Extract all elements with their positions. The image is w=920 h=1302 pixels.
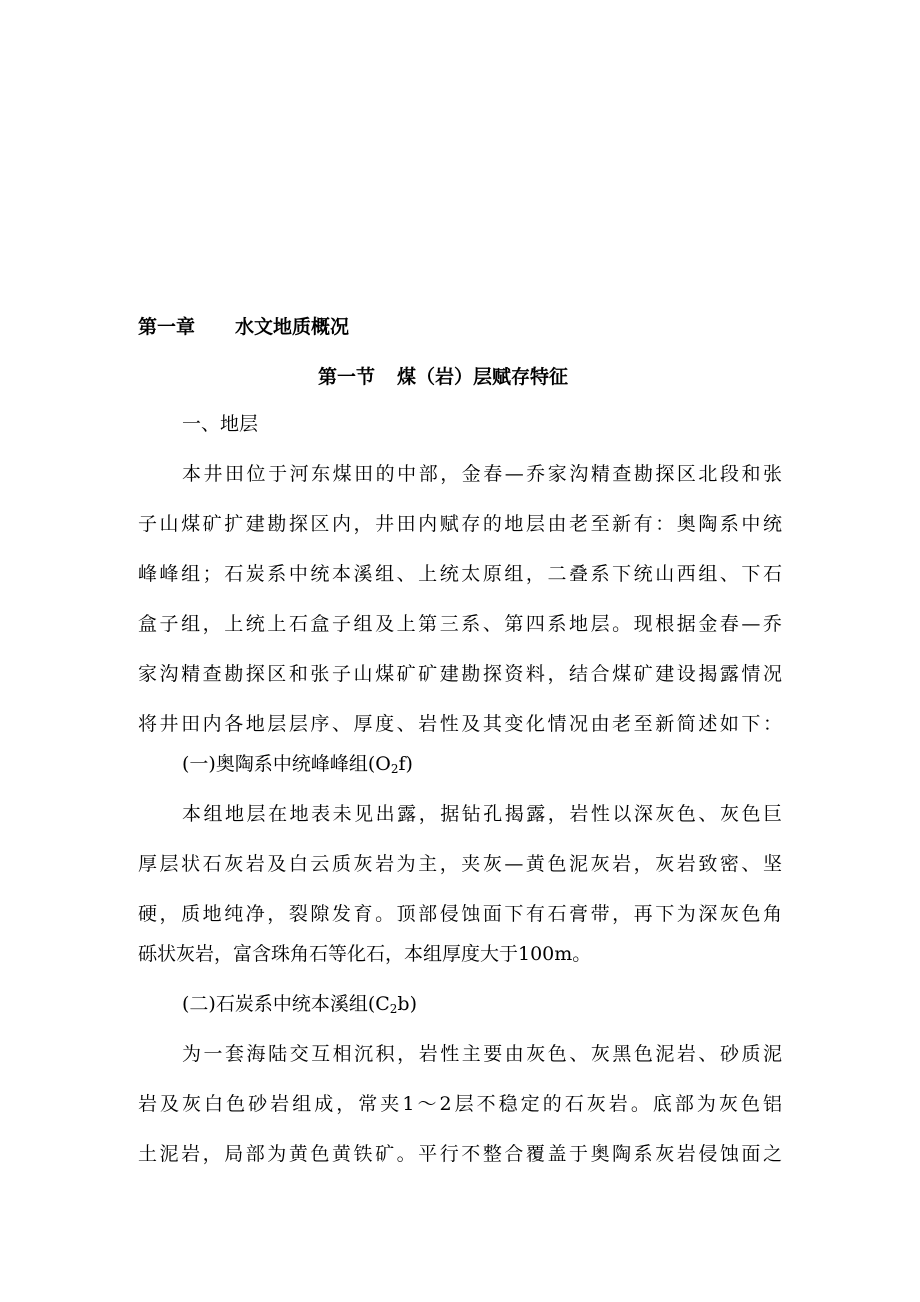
- para1-line: 将井田内各地层层序、厚度、岩性及其变化情况由老至新简述如下：: [138, 713, 782, 735]
- section-number: 第一节: [318, 366, 376, 388]
- subheading-benxi: [182, 992, 782, 1016]
- para3-line: 土泥岩，局部为黄色黄铁矿。平行不整合覆盖于奥陶系灰岩侵蚀面之: [138, 1143, 782, 1165]
- para1-line: 峰峰组；石炭系中统本溪组、上统太原组，二叠系下统山西组、下石: [138, 563, 782, 585]
- subheading-label: (二)石炭系中统本溪组(C: [182, 993, 390, 1015]
- chapter-number: 第一章: [138, 316, 196, 338]
- chapter-title: 水文地质概况: [235, 316, 350, 338]
- para3-line: 岩及灰白色砂岩组成，常夹1～2层不稳定的石灰岩。底部为灰色铝: [138, 1093, 782, 1115]
- heading-strata: 一、地层: [182, 413, 259, 435]
- section-title: 煤（岩）层赋存特征: [397, 366, 569, 388]
- section-heading: [318, 362, 568, 389]
- chapter-heading: [138, 312, 349, 339]
- para2-line: 本组地层在地表未见出露，据钻孔揭露，岩性以深灰色、灰色巨: [182, 803, 782, 825]
- subheading-fengfeng: [182, 752, 782, 776]
- subheading-subscript: 2: [389, 1002, 398, 1016]
- subheading-suffix: f): [398, 753, 413, 775]
- subheading-subscript: 2: [390, 762, 399, 776]
- para1-line: 本井田位于河东煤田的中部，金春—乔家沟精查勘探区北段和张: [182, 463, 782, 485]
- para2-line: 砾状灰岩，富含珠角石等化石，本组厚度大于100m。: [138, 943, 592, 965]
- subheading-label: (一)奥陶系中统峰峰组(O: [182, 753, 391, 775]
- para3-line: 为一套海陆交互相沉积，岩性主要由灰色、灰黑色泥岩、砂质泥: [182, 1043, 782, 1065]
- para1-line: 子山煤矿扩建勘探区内，井田内赋存的地层由老至新有：奥陶系中统: [138, 513, 782, 535]
- para1-line: 盒子组，上统上石盒子组及上第三系、第四系地层。现根据金春—乔: [138, 613, 782, 635]
- para1-line: 家沟精查勘探区和张子山煤矿矿建勘探资料，结合煤矿建设揭露情况: [138, 663, 782, 685]
- para2-line: 硬，质地纯净，裂隙发育。顶部侵蚀面下有石膏带，再下为深灰色角: [138, 903, 782, 925]
- subheading-suffix: b): [397, 993, 417, 1015]
- para2-line: 厚层状石灰岩及白云质灰岩为主，夹灰—黄色泥灰岩，灰岩致密、坚: [138, 853, 782, 875]
